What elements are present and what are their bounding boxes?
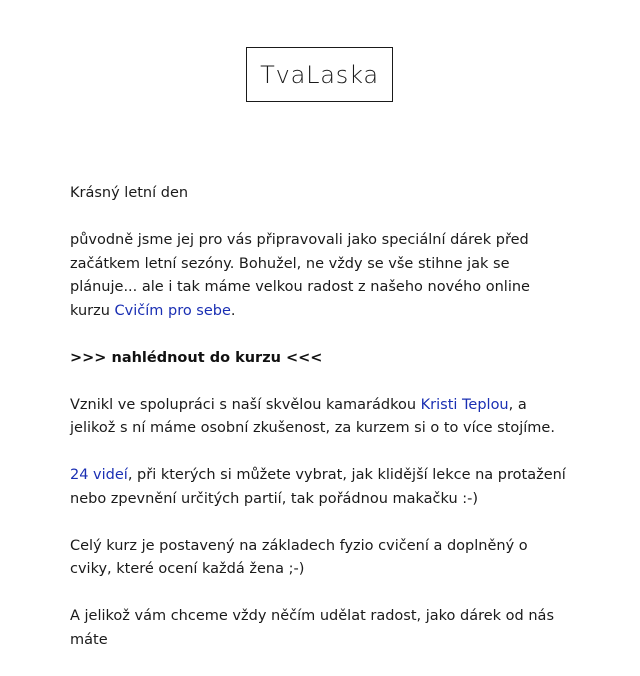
course-preview-link[interactable]: >>> nahlédnout do kurzu <<< [70,349,323,366]
collaboration-paragraph: Vznikl ve spolupráci s naší skvělou kamarádkou Kristi Teplou, a jelikož s ní máme osobní zkušenost, za kurzem si o to více stojíme. [70,396,555,436]
kristi-link[interactable]: Kristi Teplou [420,396,509,413]
brand-logo-text: TvaLaska [260,60,379,89]
videos-link[interactable]: 24 videí [70,467,128,483]
brand-logo[interactable] [246,47,393,102]
physio-paragraph: Celý kurz je postavený na základech fyzio cvičení a doplněný o cviky, které ocení každá žena ;-) [70,537,528,577]
videos-paragraph: 24 videí, při kterých si můžete vybrat, jak klidější lekce na protažení nebo zpevnění určitých partií, tak pořádnou makačku :-) [70,467,566,507]
cta-paragraph [70,347,570,371]
email-body [70,182,570,676]
intro-paragraph: původně jsme jej pro vás připravovali jako speciální dárek před začátkem letní sezóny. Bohužel, ne vždy se vše stihne jak se plánuje... ale i tak máme velkou radost z našeho nového online kurzu Cvičím pro sebe. [70,232,530,319]
course-link[interactable]: Cvičím pro sebe [114,302,231,319]
gift-paragraph: A jelikož vám chceme vždy něčím udělat radost, jako dárek od nás máte [70,608,555,648]
greeting: Krásný letní den [70,185,189,201]
